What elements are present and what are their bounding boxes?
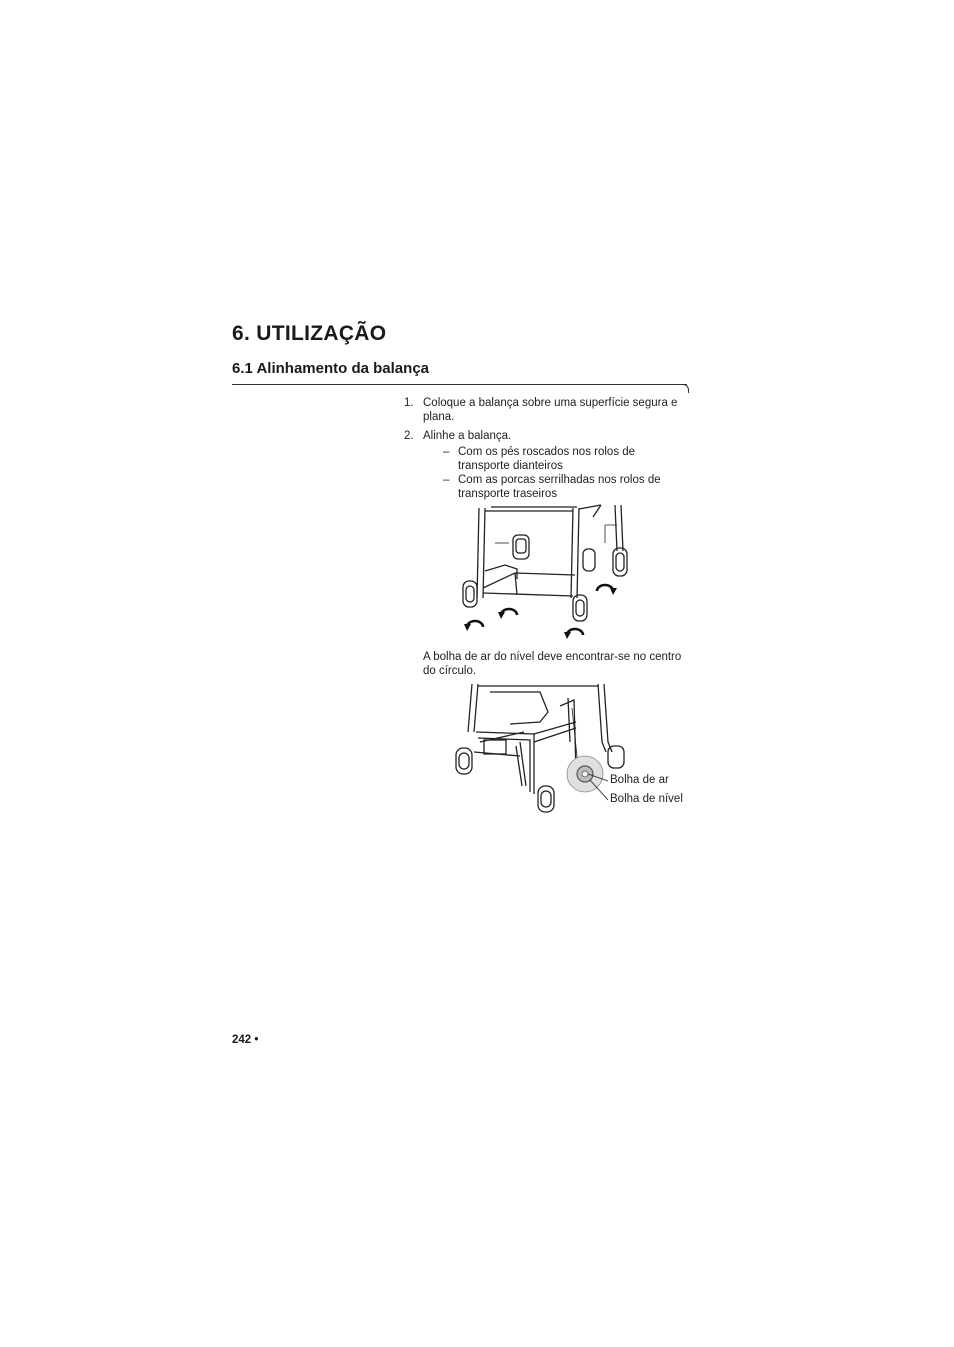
step-1-text: Coloque a balança sobre uma superfície segura e plana.: [423, 397, 678, 423]
section-title: 6.1 Alinhamento da balança: [232, 360, 429, 377]
substep-1-dash: –: [443, 446, 450, 458]
label-spirit-level: Bolha de nível: [610, 793, 683, 805]
step-2-number: 2.: [404, 430, 414, 442]
substep-2-text: Com as porcas serrilhadas nos rolos de transporte traseiros: [458, 474, 661, 500]
substep-2-dash: –: [443, 474, 450, 486]
section-divider-end: [682, 384, 689, 393]
substep-1-text: Com os pés roscados nos rolos de transporte dianteiros: [458, 446, 636, 472]
bubble-note: A bolha de ar do nível deve encontrar-se no centro do círculo.: [423, 651, 682, 677]
chapter-title: 6. UTILIZAÇÃO: [232, 322, 387, 345]
section-divider: [232, 384, 687, 385]
figure-scale-alignment: [455, 503, 695, 643]
page-number: 242 •: [232, 1034, 259, 1046]
step-2-text: Alinhe a balança.: [423, 430, 512, 442]
step-1-number: 1.: [404, 397, 414, 409]
label-air-bubble: Bolha de ar: [610, 774, 669, 786]
